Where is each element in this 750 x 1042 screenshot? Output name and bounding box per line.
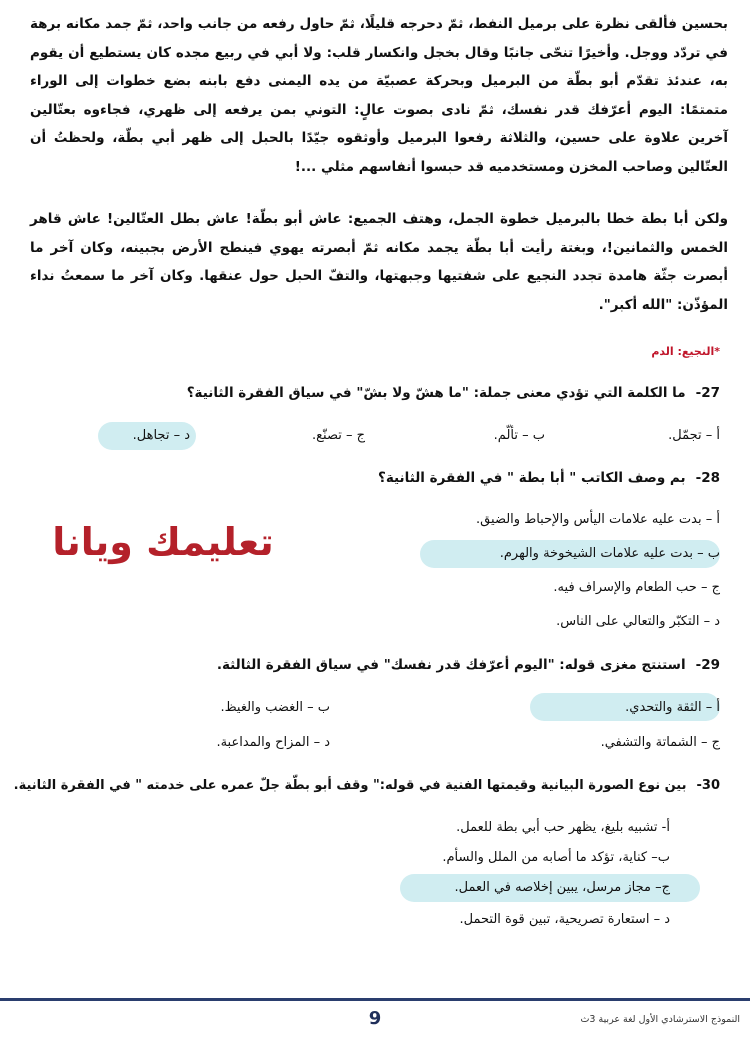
question-30	[13, 778, 720, 793]
question-29	[30, 657, 720, 673]
passage-paragraph-1: بحسين فألقى نظرة على برميل النفط، ثمّ دحرجه قليلًا، ثمّ حاول رفعه من جانب واحد، ثمّ جمد مكانه برهة في تردّد ووجل. وأخيرًا تنحّى جانبًا وقال بخجل وانكسار قلب: ولا أبي في ربيع مجده كان يستطيع أن يقوم به، عندئذ تقدّم أبو بطّة من البرميل وبحركة عصبيّة من يده اليمنى دفع بابنه بضع خطوات إلى الوراء متمتمًا: اليوم أعرّفك قدر نفسك، ثمّ نادى بصوت عالٍ: التوني بمن يرفعه إلى ظهري، فجاءوه بعتّالين آخرين علاوة على حسين، والثلاثة رفعوا البرميل وأوثقوه جيّدًا بالحبل إلى ظهر أبي بطّة، ولحظتُ أن العتّالين وصاحب المخزن ومستخدميه قد حبسوا أنفاسهم مثلي ...!	[30, 16, 728, 175]
question-text: بين نوع الصورة البيانية وقيمتها الفنية في قوله:" وقف أبو بطّة جلّ عمره على خدمته " في الفقرة الثانية.	[13, 778, 687, 793]
question-number: 29-	[695, 657, 720, 673]
question-text: بم وصف الكاتب " أبا بطة " في الفقرة الثانية؟	[378, 470, 686, 486]
question-number: 28-	[695, 470, 720, 486]
question-text: ما الكلمة التي تؤدي معنى جملة: "ما هشّ ولا بشّ" في سياق الفقرة الثانية؟	[186, 385, 686, 401]
question-number: 30-	[696, 778, 720, 793]
option-a[interactable]: أ- تشبيه بليغ، يظهر حب أبي بطة للعمل.	[456, 820, 670, 835]
option-c[interactable]: ج– مجاز مرسل، يبين إخلاصه في العمل.	[454, 880, 670, 895]
option-d[interactable]: د – المزاح والمداعبة.	[216, 735, 330, 750]
footnote: *النجيع: الدم	[651, 345, 720, 358]
question-28	[30, 470, 720, 486]
option-c[interactable]: ج – الشماتة والتشفي.	[600, 735, 720, 750]
footer-caption: النموذج الاسترشادي الأول لغة عربية 3ث	[580, 1014, 740, 1025]
option-a[interactable]: أ – تجمّل.	[668, 428, 720, 443]
option-c[interactable]: ج – حب الطعام والإسراف فيه.	[553, 580, 720, 595]
option-d[interactable]: د – تجاهل.	[132, 428, 190, 443]
watermark-logo-text: تعليمك ويانا	[52, 520, 274, 564]
passage-paragraph-2: ولكن أبا بطة خطا بالبرميل خطوة الجمل، وهتف الجميع: عاش أبو بطّة! عاش بطل العتّالين! عاش قاهر الخمس والثمانين!، وبغتة رأيت أبا بطّة يجمد مكانه ثمّ أبصرته يهوي فينطح الأرض بجبينه، وكان آخر ما أبصرت جثّة هامدة تجدد النجيع على شفتيها وجبهتها، والتفّ الحبل حول عنقها. وكان آخر ما سمعتُ نداء المؤذّن: "الله أكبر".	[30, 211, 728, 313]
option-b[interactable]: ب – بدت عليه علامات الشيخوخة والهرم.	[499, 546, 720, 561]
option-b[interactable]: ب – الغضب والغيظ.	[220, 700, 330, 715]
question-text: استنتج مغزى قوله: "اليوم أعرّفك قدر نفسك" في سياق الفقرة الثالثة.	[216, 657, 686, 673]
option-a[interactable]: أ – بدت عليه علامات اليأس والإحباط والضيق.	[476, 512, 720, 527]
question-27	[30, 385, 720, 401]
option-c[interactable]: ج – تصنّع.	[311, 428, 365, 443]
option-b[interactable]: ب – تألّم.	[493, 428, 545, 443]
option-b[interactable]: ب– كناية، تؤكد ما أصابه من الملل والسأم.	[442, 850, 670, 865]
option-d[interactable]: د – استعارة تصريحية، تبين قوة التحمل.	[459, 912, 670, 927]
question-number: 27-	[695, 385, 720, 401]
option-d[interactable]: د – التكبّر والتعالي على الناس.	[556, 614, 720, 629]
option-a[interactable]: أ – الثقة والتحدي.	[625, 700, 720, 715]
page-number: 9	[368, 1008, 382, 1029]
footer-divider	[0, 998, 750, 1001]
